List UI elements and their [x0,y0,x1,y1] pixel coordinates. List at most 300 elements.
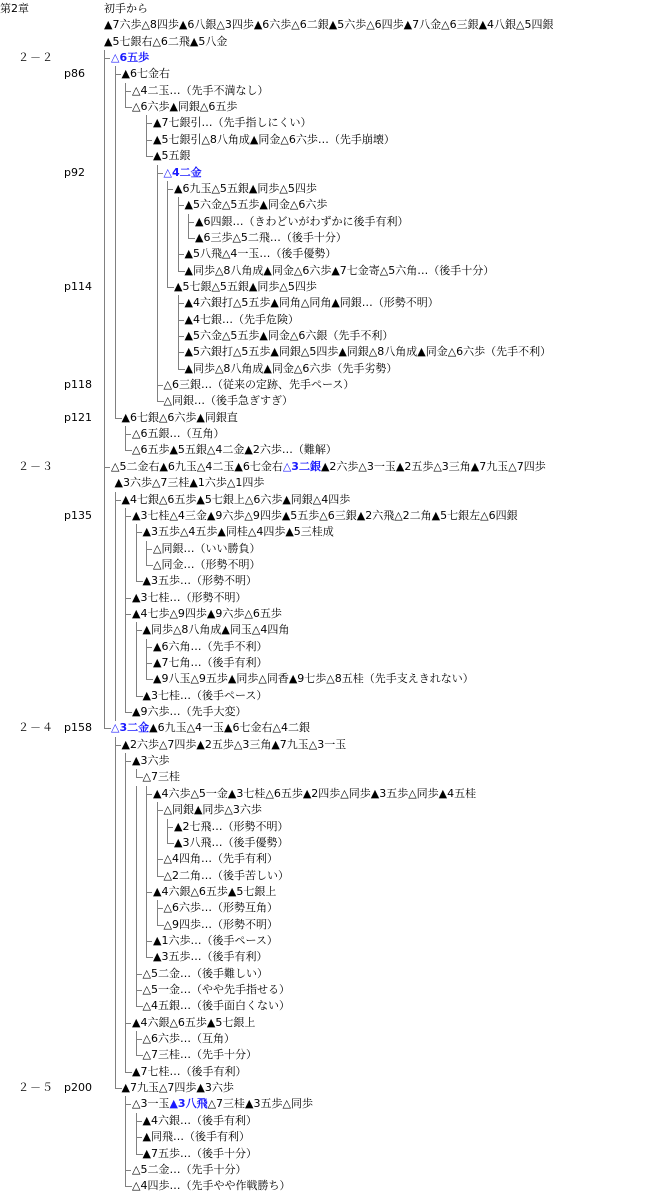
tree-guide-line [125,1047,126,1064]
move-sequence [164,851,278,867]
move-text: ▲3七桂…（形勢不明） [132,590,247,604]
move-sequence [195,214,408,230]
tree-guide-line [125,835,126,852]
tree-guide-line [136,835,137,852]
tree-last-branch [115,1080,122,1089]
tree-row [0,590,669,607]
tree-guide-line [115,148,116,165]
tree-guide-line [104,606,105,623]
tree-guide-line [104,312,105,329]
tree-last-branch [136,573,143,582]
tree-guide-line [115,590,116,607]
tree-guide-line [104,295,105,312]
move-text: △5二金…（先手十分） [132,1162,247,1176]
tree-guide-line [104,426,105,443]
tree-guide-line [115,753,116,770]
tree-guide-line [115,900,116,917]
tree-row [0,426,669,443]
move-text: ▲6七銀△6六歩▲同銀直 [121,410,238,424]
move-text: ▲5六銀打△5五歩▲同銀△5四歩▲同銀△8八角成▲同金△6六歩（先手不利） [184,345,552,359]
move-sequence [153,655,267,671]
tree-guide-line [136,933,137,950]
move-sequence [164,900,278,916]
tree-guide-line [104,279,105,296]
tree-guide-line [115,181,116,198]
tree-row [0,688,669,705]
move-text: △6六歩…（形勢互角） [163,901,278,915]
move-sequence [153,639,267,655]
tree-last-branch [125,704,132,713]
move-text: ▲7七桂…（後手有利） [132,1064,247,1078]
tree-last-branch [157,393,164,402]
tree-last-branch [146,671,153,680]
tree-guide-line [115,769,116,786]
tree-row [0,655,669,672]
tree-guide-line [125,557,126,574]
tree-guide-line [104,557,105,574]
move-text: ▲6九玉△4一玉▲6七金右△4二銀 [149,721,310,735]
tree-guide-line [115,541,116,558]
tree-guide-line [115,115,116,132]
tree-last-branch [146,557,153,566]
tree-guide-line [115,639,116,656]
move-sequence [153,115,311,131]
tree-guide-line [125,1129,126,1146]
tree-row [0,492,669,509]
section-label: ２－４ [18,721,54,735]
move-sequence [104,34,227,50]
page-ref: p86 [64,67,85,81]
tree-last-branch [146,949,153,958]
move-text: ▲3五歩△4五歩▲同桂△4四歩▲5三桂成 [142,525,334,539]
tree-guide-line [104,83,105,100]
move-sequence [153,786,476,802]
tree-guide-line [136,900,137,917]
tree-row [0,1113,669,1130]
move-sequence [143,573,257,589]
tree-guide-line [157,295,158,312]
tree-row [0,819,669,836]
tree-guide-line [104,246,105,263]
tree-guide-line [104,442,105,459]
tree-branch-stub [178,205,184,206]
tree-row [0,165,669,182]
move-text: ▲6四銀…（きわどいがわずかに後手有利） [195,214,409,228]
move-sequence [153,148,190,164]
tree-guide-line [115,1047,116,1064]
move-text: ▲6三歩△5二飛…（後手十分） [195,230,347,244]
move-text: 初手から [104,2,148,15]
tree-guide-line [115,933,116,950]
move-sequence [143,769,180,785]
move-text: △7三桂 [142,770,180,784]
tree-row [0,982,669,999]
tree-guide-line [104,377,105,394]
tree-last-branch [136,1146,143,1155]
move-sequence [143,1047,257,1063]
move-sequence [185,328,394,344]
move-text: ▲7九玉△7四歩▲3六歩 [121,1081,234,1095]
move-sequence [115,475,265,491]
tree-guide-line [125,1031,126,1048]
move-sequence [185,197,328,213]
tree-row [0,34,669,51]
tree-row [0,279,669,296]
tree-branch-stub [146,549,152,550]
tree-last-branch [125,442,132,451]
tree-row [0,1080,669,1097]
tree-last-branch [167,279,174,288]
move-text: ▲同歩△8八角成▲同金△6六歩▲7七金寄△5六角…（後手十分） [184,263,495,277]
tree-row [0,246,669,263]
tree-guide-line [104,181,105,198]
tree-guide-line [115,230,116,247]
tree-guide-line [104,328,105,345]
tree-branch-stub [178,352,184,353]
section-label: ２－５ [18,1081,54,1095]
tree-branch-stub [157,908,163,909]
tree-last-branch [125,1064,132,1073]
move-text: △7三桂…（先手十分） [142,1048,257,1062]
tree-row [0,786,669,803]
move-sequence [143,998,290,1014]
move-text: ▲5七銀右△6二飛▲5八金 [104,34,228,48]
tree-guide-line [104,590,105,607]
tree-guide-line [115,884,116,901]
move-text: ▲7七角…（後手有利） [153,656,268,669]
move-sequence [185,263,495,279]
tree-branch-stub [178,254,184,255]
move-text: ▲3七桂…（後手ペース） [142,688,268,702]
tree-guide-line [115,982,116,999]
move-text: ▲3八飛…（後手優勢） [174,835,289,849]
tree-row [0,704,669,721]
tree-row [0,1178,669,1195]
tree-branch-stub [125,614,131,615]
tree-row [0,197,669,214]
tree-branch-stub [146,123,152,124]
section-label: ２－２ [18,51,54,65]
tree-guide-line [157,835,158,852]
tree-row [0,132,669,149]
tree-last-branch [178,361,185,370]
tree-guide-line [157,328,158,345]
move-text: △同銀…（後手急ぎすぎ） [163,394,293,408]
tree-guide-line [125,966,126,983]
move-text: △6五歩▲5五銀△4二金▲2六歩…（難解） [132,443,337,457]
move-text: △5二金右▲6九玉△4二玉▲6七金右 [111,459,283,473]
tree-guide-line [104,230,105,247]
move-sequence [104,1,148,17]
tree-guide-line [104,214,105,231]
tree-branch-stub [146,140,152,141]
tree-branch-stub [115,500,121,501]
move-text: △6六歩▲同銀△6五歩 [132,100,238,114]
tree-branch-stub [146,892,152,893]
move-sequence [132,1162,246,1178]
tree-guide-line [157,181,158,198]
tree-guide-line [125,982,126,999]
tree-row [0,524,669,541]
tree-last-branch [136,769,143,778]
tree-row [0,83,669,100]
tree-guide-line [136,557,137,574]
tree-guide-line [104,508,105,525]
tree-guide-line [136,819,137,836]
tree-guide-line [136,949,137,966]
tree-branch-stub [125,434,131,435]
move-text: ▲5七銀引△8八角成▲同金△6六歩…（先手崩壊） [153,132,395,146]
tree-row [0,639,669,656]
tree-guide-line [146,917,147,934]
tree-row [0,1129,669,1146]
tree-guide-line [136,655,137,672]
move-sequence [143,966,268,982]
move-text: ▲3六歩 [132,754,170,768]
move-text: ▲同歩△8八角成▲同玉△4四角 [142,623,290,637]
tree-row [0,671,669,688]
tree-row [0,1096,669,1113]
move-text: △同銀▲同歩△3六歩 [163,803,262,817]
move-text: ▲3五歩…（後手有利） [153,950,268,964]
tree-guide-line [104,688,105,705]
tree-guide-line [125,868,126,885]
tree-guide-line [104,655,105,672]
tree-row [0,328,669,345]
tree-row [0,884,669,901]
tree-guide-line [104,115,105,132]
tree-guide-line [104,393,105,410]
tree-branch-stub [167,189,173,190]
tree-guide-line [115,802,116,819]
tree-guide-line [178,230,179,247]
move-sequence [122,1080,234,1096]
move-sequence [174,835,288,851]
move-sequence [164,165,202,181]
move-text: ▲2六歩△7四歩▲2五歩△3三角▲7九玉△3一玉 [121,737,347,751]
tree-row [0,557,669,574]
tree-row [0,1015,669,1032]
tree-guide-line [157,344,158,361]
key-move: △4二金 [163,165,202,179]
tree-guide-line [115,868,116,885]
tree-branch-stub [167,827,173,828]
move-sequence [132,426,224,442]
tree-branch-stub [136,630,142,631]
tree-row [0,263,669,280]
tree-guide-line [115,835,116,852]
tree-guide-line [115,949,116,966]
move-sequence [132,99,237,115]
tree-guide-line [167,197,168,214]
tree-guide-line [167,230,168,247]
move-text: △2二角…（後手苦しい） [163,868,289,882]
move-sequence [143,982,290,998]
tree-guide-line [104,197,105,214]
tree-row [0,1047,669,1064]
tree-row [0,835,669,852]
tree-guide-line [136,917,137,934]
move-text: ▲9六歩…（先手大変） [132,705,247,719]
tree-last-branch [167,835,174,844]
tree-guide-line [146,802,147,819]
move-text: ▲5八飛△4一玉…（後手優勢） [184,247,337,261]
tree-guide-line [125,851,126,868]
move-text: ▲2七飛…（形勢不明） [174,819,289,833]
tree-guide-line [125,900,126,917]
tree-row [0,753,669,770]
tree-guide-line [157,312,158,329]
tree-branch-stub [157,173,163,174]
tree-guide-line [157,263,158,280]
tree-row [0,508,669,525]
move-sequence [104,17,554,33]
move-text: ▲5六金△5五歩▲同金△6六歩 [184,198,328,212]
tree-guide-line [104,622,105,639]
tree-last-branch [125,1178,132,1187]
move-text: △6六歩…（互角） [142,1032,235,1046]
tree-guide-line [115,606,116,623]
move-text: ▲1六歩…（後手ペース） [153,933,278,947]
move-text: ▲6七金右 [121,67,170,81]
tree-guide-line [125,655,126,672]
tree-guide-line [146,868,147,885]
tree-row [0,917,669,934]
tree-guide-line [115,851,116,868]
tree-guide-line [104,492,105,509]
move-sequence [185,295,439,311]
move-sequence [143,688,268,704]
tree-branch-stub [178,320,184,321]
tree-row [0,900,669,917]
move-sequence [122,66,170,82]
move-sequence [132,1178,290,1194]
move-text: △5二金…（後手難しい） [142,966,268,980]
move-text: ▲7六歩△8四歩▲6八銀△3四歩▲6六歩△6二銀▲5六歩△6四歩▲7八金△6三銀▲4八銀△5四銀 [104,18,554,32]
tree-row [0,949,669,966]
tree-row [0,393,669,410]
tree-row [0,148,669,165]
tree-branch-stub [146,794,152,795]
move-sequence [185,344,552,360]
tree-guide-line [115,83,116,100]
move-text: △7三桂▲3五歩△同歩 [207,1097,313,1111]
move-text: ▲4六銀打△5五歩▲同角△同角▲同銀…（形勢不明） [184,296,439,310]
tree-guide-line [115,508,116,525]
tree-branch-stub [146,941,152,942]
tree-row [0,295,669,312]
tree-row [0,1146,669,1163]
tree-guide-line [125,573,126,590]
tree-branch-stub [146,647,152,648]
tree-guide-line [125,639,126,656]
tree-guide-line [115,786,116,803]
move-text: △4四角…（先手有利） [163,852,278,866]
tree-branch-stub [104,467,110,468]
tree-last-branch [188,230,195,239]
move-sequence [122,410,238,426]
move-text: ▲4六銀△6五歩▲5七銀上 [153,884,277,898]
tree-branch-stub [146,663,152,664]
tree-guide-line [125,949,126,966]
move-sequence [185,246,337,262]
tree-guide-line [104,410,105,427]
key-move: △6五歩 [111,51,150,65]
move-sequence [132,753,169,769]
tree-guide-line [104,573,105,590]
tree-row [0,998,669,1015]
move-sequence [132,1096,313,1112]
tree-guide-line [136,639,137,656]
tree-row [0,737,669,754]
move-sequence [132,590,246,606]
tree-row [0,1162,669,1179]
tree-guide-line [115,704,116,721]
tree-guide-line [125,671,126,688]
tree-guide-line [136,868,137,885]
tree-guide-line [146,900,147,917]
tree-last-branch [136,688,143,697]
tree-row [0,606,669,623]
tree-guide-line [115,1031,116,1048]
tree-row [0,66,669,83]
tree-row [0,541,669,558]
move-sequence [174,819,288,835]
tree-branch-stub [136,990,142,991]
move-text: ▲7五歩…（後手十分） [142,1146,257,1160]
tree-guide-line [125,688,126,705]
tree-branch-stub [115,745,121,746]
tree-guide-line [146,835,147,852]
tree-guide-line [136,851,137,868]
move-text: ▲3六歩△7三桂▲1六歩△1四歩 [114,476,265,490]
move-text: ▲5七銀△5五銀▲同歩△5四歩 [174,279,317,293]
tree-guide-line [157,279,158,296]
tree-guide-line [125,819,126,836]
tree-guide-line [115,214,116,231]
tree-row [0,99,669,116]
page-ref: p200 [64,1081,92,1095]
tree-row [0,361,669,378]
tree-row [0,851,669,868]
tree-last-branch [115,410,122,419]
move-text: △同銀…（いい勝負） [153,541,261,555]
move-sequence [132,704,246,720]
tree-guide-line [115,295,116,312]
tree-row [0,622,669,639]
move-text: ▲7七銀引…（先手指しにくい） [153,116,312,130]
move-text: ▲4七銀△6五歩▲5七銀上△6六歩▲同銀△4四歩 [121,492,351,506]
move-text: ▲4六歩△5一金▲3七桂△6五歩▲2四歩△同歩▲3五歩△同歩▲4五桂 [153,786,477,800]
page-ref: p114 [64,279,92,293]
tree-guide-line [115,1064,116,1081]
tree-guide-line [115,966,116,983]
page-ref: p135 [64,508,92,522]
tree-guide-line [104,361,105,378]
move-sequence [132,606,282,622]
move-text: ▲同飛…（後手有利） [142,1130,250,1144]
tree-guide-line [125,802,126,819]
tree-last-branch [157,917,164,926]
tree-guide-line [104,344,105,361]
move-text: △4五銀…（後手面白くない） [142,999,290,1013]
tree-branch-stub [178,336,184,337]
move-sequence [143,622,290,638]
tree-row [0,230,669,247]
tree-guide-line [115,312,116,329]
tree-guide-line [115,328,116,345]
tree-branch-stub [178,303,184,304]
